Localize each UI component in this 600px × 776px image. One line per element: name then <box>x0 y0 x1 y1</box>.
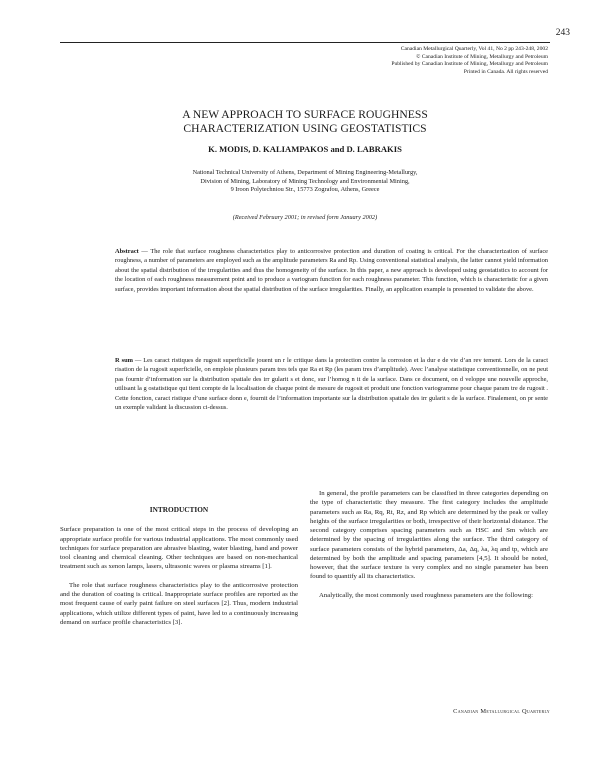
resume-text: — Les caract ristiques de rugosit superficielle jouent un r le critique dans la protection contre la corrosion et la dur e de vie d’an rev tement. Lors de la caract risation de la rugosit superficielle, on emploie plusieurs param tres tels que Ra et Rp (les param tres d’amplitude). Avec l’analyse statistique conventionnelle, on ne peut pas fournir d’information sur la distribution spatiale des irr gularit s et donc, sur l’homog n it de la surface. Dans ce document, on d veloppe une nouvelle approche, utilisant la g ostatistique qui tient compte de la localisation de chaque point de mesure de rugosit et produit une fonction variogramme pour chaque param tre de rugosit . Cette fonction, caract ristique d’une surface donn e, fournit de l’information importante sur la distribution spatiale des irr gularit s de la surface. Finalement, on pr sente un exemple validant la discussion ci-dessus. <box>115 357 548 412</box>
affiliation <box>60 169 550 195</box>
body-paragraph: The role that surface roughness characteristics play to the anticorrosive protection and the duration of coating is critical. Inappropriate surface profiles are reported as the most frequent cause of early paint failure on steel surfaces [2]. Thus, modern industrial applications, which utilize different types of paint, have led to a continuously increasing demand on surface profile characteristics [3]. <box>60 581 298 626</box>
right-column <box>310 489 548 600</box>
abstract <box>115 247 548 294</box>
header-rule <box>60 42 550 43</box>
paper-title <box>60 108 550 136</box>
body-paragraph: Surface preparation is one of the most critical steps in the process of developing an appropriate surface profile for various industrial applications. The most commonly used techniques for surface preparation are abrasive blasting, water blasting, hand and power tool cleaning and chemical cleaning. Other techniques are based on non-mechanical treatment such as xenon lamps, lasers, ultrasonic waves or plasma streams [1]. <box>60 526 298 571</box>
body-paragraph: Analytically, the most commonly used roughness parameters are the following: <box>319 591 534 599</box>
publication-info <box>300 46 548 76</box>
pub-line-printed: Printed in Canada. All rights reserved <box>463 68 548 75</box>
left-column <box>60 505 298 627</box>
resume-label: R sum <box>115 357 133 364</box>
title-line-1: A NEW APPROACH TO SURFACE ROUGHNESS <box>182 108 428 121</box>
journal-footer: Canadian Metallurgical Quarterly <box>453 708 550 715</box>
affiliation-line-3: 9 Iroon Polytechniou Str., 15773 Zografou, Athens, Greece <box>230 186 380 194</box>
received-dates: (Received February 2001; in revised form January 2002) <box>232 214 378 221</box>
title-line-2: CHARACTERIZATION USING GEOSTATISTICS <box>183 122 427 135</box>
page-number: 243 <box>555 28 570 38</box>
pub-line-copyright: © Canadian Institute of Mining, Metallurgy and Petroleum <box>416 53 548 60</box>
pub-line-publisher: Published by Canadian Institute of Mining, Metallurgy and Petroleum <box>391 61 548 68</box>
affiliation-line-2: Division of Mining, Laboratory of Mining Technology and Environmental Mining, <box>200 177 410 185</box>
abstract-label: Abstract <box>115 248 139 255</box>
abstract-text: — The role that surface roughness characteristics play to anticorrosive protection and duration of coating is critical. For the characterization of surface roughness, a number of parameters are employed such as the amplitude parameters Ra and Rp. Using conventional statistical analysis, the latter cannot yield information about the spatial distribution of the irregularities and thus the homogeneity of the surface. In this paper, a new approach is developed using geostatistics to account for the location of each roughness measurement point and to produce a variogram function for each roughness parameter. This function, which is characteristic for a given surface, provides important information about the spatial distribution of the surface irregularities. Finally, an application example is presented to validate the above. <box>115 248 548 293</box>
resume <box>115 356 548 412</box>
authors: K. MODIS, D. KALIAMPAKOS and D. LABRAKIS <box>208 144 402 154</box>
body-paragraph: In general, the profile parameters can be classified in three categories depending on the type of characteristic they measure. The first category includes the amplitude parameters such as Ra, Rq, Rt, Rz, and Rp which are determined by the peak or valley heights of the surface irregularities or both, irrespective of their horizontal distance. The second category comprises spacing parameters such as HSC and Sm which are determined by the spacing of irregularities along the surface. The third category of surface parameters consists of the hybrid parameters, Δa, Δq, λa, λq and tp, which are determined by both the amplitude and spacing parameters [4,5]. It should be noted, however, that the surface texture is very complex and no single parameter has been found to quantify all its characteristics. <box>310 490 548 581</box>
affiliation-line-1: National Technical University of Athens, Department of Mining Engineering-Metallurgy, <box>192 169 418 176</box>
section-heading-introduction: INTRODUCTION <box>149 505 209 514</box>
pub-line-journal: Canadian Metallurgical Quarterly, Vol 41, No 2 pp 243-248, 2002 <box>400 46 548 52</box>
